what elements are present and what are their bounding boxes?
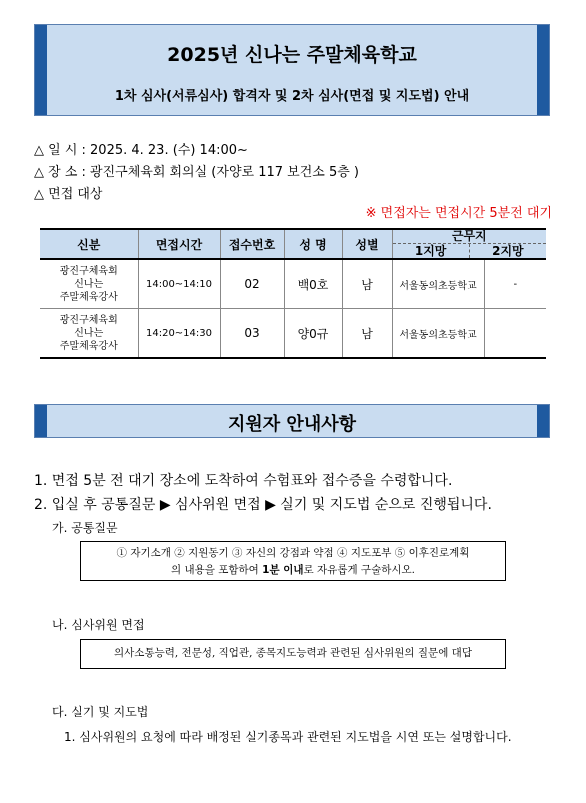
page-title: 2025년 신나는 주말체육학교 <box>167 44 417 66</box>
table-row <box>40 259 546 309</box>
header-role: 신분 <box>40 229 138 259</box>
section-c-label: 다. 실기 및 지도법 <box>52 705 149 719</box>
cell-name: 백0호 <box>284 259 342 309</box>
table-row <box>40 309 546 359</box>
title-box <box>34 24 550 116</box>
header-gender: 성별 <box>342 229 392 259</box>
common-question-box <box>80 541 506 581</box>
header-time: 면접시간 <box>138 229 220 259</box>
cell-time: 14:00~14:10 <box>138 259 220 309</box>
info-date: △ 일 시 : 2025. 4. 23. (수) 14:00~ <box>34 143 248 158</box>
header-name: 성 명 <box>284 229 342 259</box>
section-b-label: 나. 심사위원 면접 <box>52 618 145 632</box>
notice-text: ※ 면접자는 면접시간 5분전 대기 <box>365 206 552 221</box>
cell-role: 광진구체육회 신나는 주말체육강사 <box>40 309 138 359</box>
interview-box: 의사소통능력, 전문성, 직업관, 종목지도능력과 관련된 심사위원의 질문에 대답 <box>80 639 506 669</box>
section-a-label: 가. 공통질문 <box>52 521 118 535</box>
cell-num: 02 <box>220 259 284 309</box>
header-workplace-label: 근무지 <box>393 230 547 244</box>
cell-time: 14:20~14:30 <box>138 309 220 359</box>
table-header-row <box>40 229 546 259</box>
line2-post: 로 자유롭게 구술하시오. <box>303 564 415 576</box>
header-workplace <box>392 229 546 259</box>
cell-wp2: - <box>484 259 546 309</box>
section-c-text: 1. 심사위원의 요청에 따라 배정된 실기종목과 관련된 지도법을 시연 또는 설명합니다. <box>64 730 512 744</box>
header-wp1: 1지망 <box>393 244 470 258</box>
line2-bold: 1분 이내 <box>262 564 304 576</box>
common-question-line1: ① 자기소개 ② 지원동기 ③ 자신의 강점과 약점 ④ 지도포부 ⑤ 이후진로계획 <box>116 547 470 559</box>
common-question-line2 <box>81 562 505 579</box>
cell-gender: 남 <box>342 309 392 359</box>
cell-role: 광진구체육회 신나는 주말체육강사 <box>40 259 138 309</box>
header-num: 접수번호 <box>220 229 284 259</box>
header-wp2: 2지망 <box>492 244 524 258</box>
line2-pre: 의 내용을 포함하여 <box>170 564 263 576</box>
info-target: △ 면접 대상 <box>34 187 103 202</box>
page-subtitle: 1차 심사(서류심사) 합격자 및 2차 심사(면접 및 지도법) 안내 <box>114 89 470 104</box>
cell-num: 03 <box>220 309 284 359</box>
section-header <box>34 404 550 438</box>
step-1: 1. 면접 5분 전 대기 장소에 도착하여 수험표와 접수증을 수령합니다. <box>34 473 453 489</box>
cell-name: 양0규 <box>284 309 342 359</box>
cell-wp1: 서울동의초등학교 <box>392 309 484 359</box>
cell-gender: 남 <box>342 259 392 309</box>
cell-wp1: 서울동의초등학교 <box>392 259 484 309</box>
section-title: 지원자 안내사항 <box>228 414 356 435</box>
info-place: △ 장 소 : 광진구체육회 회의실 (자양로 117 보건소 5층 ) <box>34 165 359 180</box>
cell-wp2 <box>484 309 546 359</box>
interview-table <box>40 228 546 359</box>
step-2: 2. 입실 후 공통질문 ▶ 심사위원 면접 ▶ 실기 및 지도법 순으로 진행됩니다. <box>34 497 492 513</box>
